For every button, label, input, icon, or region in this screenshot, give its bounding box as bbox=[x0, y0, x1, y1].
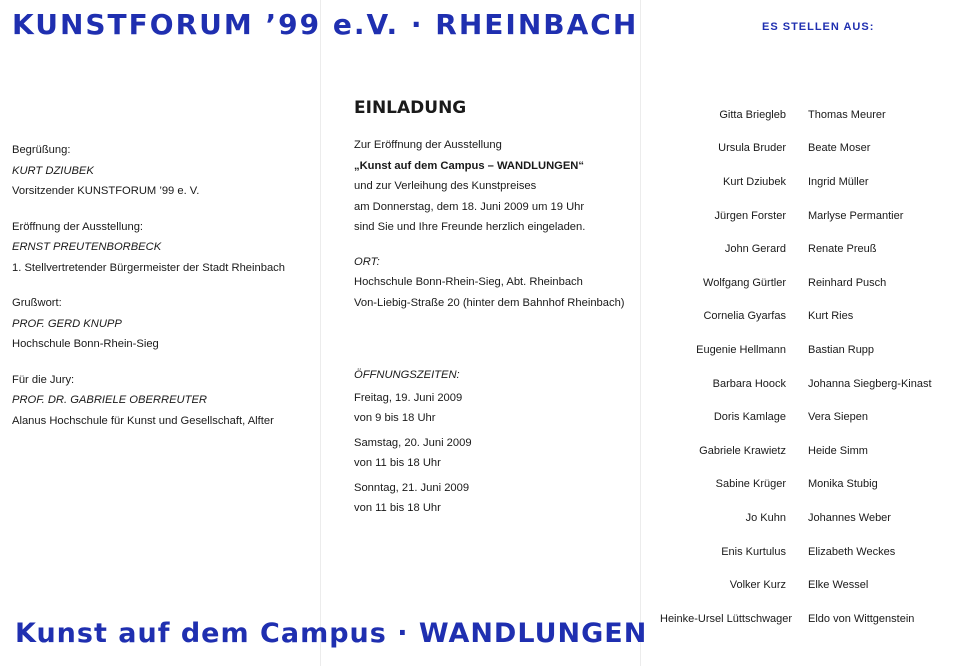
opening-day-time: von 11 bis 18 Uhr bbox=[354, 502, 441, 514]
exhibitor-row bbox=[660, 266, 960, 300]
exhibitor-name: Gitta Briegleb bbox=[719, 108, 786, 121]
exhibitor-name: Kurt Dziubek bbox=[723, 175, 786, 188]
location-line: Von-Liebig-Straße 20 (hinter dem Bahnhof Rheinbach) bbox=[354, 296, 625, 309]
program-item bbox=[12, 217, 317, 279]
program-role: Hochschule Bonn-Rhein-Sieg bbox=[12, 338, 159, 350]
opening-day bbox=[354, 433, 654, 474]
program-label: Für die Jury: bbox=[12, 373, 75, 386]
exhibitor-row bbox=[660, 535, 960, 569]
exhibitor-name: Bastian Rupp bbox=[808, 343, 875, 356]
exhibitor-name: Heinke-Ursel Lüttschwager bbox=[660, 612, 793, 625]
program-speaker: ERNST PREUTENBORBECK bbox=[12, 241, 162, 253]
location-block bbox=[354, 252, 654, 314]
exhibitor-name: Reinhard Pusch bbox=[808, 276, 887, 289]
opening-day-date: Sonntag, 21. Juni 2009 bbox=[354, 481, 470, 494]
opening-hours-label: ÖFFNUNGSZEITEN: bbox=[354, 369, 460, 381]
opening-hours bbox=[354, 365, 654, 519]
program-item bbox=[12, 370, 317, 432]
exhibitor-name: Eugenie Hellmann bbox=[696, 343, 786, 356]
location-label: ORT: bbox=[354, 255, 380, 268]
program-item bbox=[12, 293, 317, 355]
exhibitor-row bbox=[660, 400, 960, 434]
exhibitor-name: Elke Wessel bbox=[808, 579, 869, 592]
program-label: Eröffnung der Ausstellung: bbox=[12, 220, 144, 233]
exhibitor-name: Ingrid Müller bbox=[808, 175, 869, 188]
program-list bbox=[12, 140, 317, 446]
exhibitor-name: Johannes Weber bbox=[808, 511, 891, 524]
program-item bbox=[12, 140, 317, 202]
exhibitor-name: Doris Kamlage bbox=[713, 411, 786, 424]
exhibitor-name: Volker Kurz bbox=[729, 579, 786, 592]
location-line: Hochschule Bonn-Rhein-Sieg, Abt. Rheinbach bbox=[354, 276, 583, 288]
exhibitor-name: Jo Kuhn bbox=[745, 511, 786, 524]
invitation-line: und zur Verleihung des Kunstpreises bbox=[354, 180, 537, 192]
exhibitor-row bbox=[660, 501, 960, 535]
exhibitor-name: Vera Siepen bbox=[808, 411, 868, 424]
program-role: Vorsitzender KUNSTFORUM ’99 e. V. bbox=[12, 185, 200, 197]
opening-day bbox=[354, 478, 654, 519]
opening-day bbox=[354, 388, 654, 429]
header-title: KUNSTFORUM ’99 e.V. · RHEINBACH bbox=[12, 8, 639, 41]
exhibitor-row bbox=[660, 468, 960, 502]
exhibitor-name: Thomas Meurer bbox=[808, 108, 886, 121]
exhibitor-name: Johanna Siegberg-Kinast bbox=[808, 377, 932, 390]
program-speaker: PROF. GERD KNUPP bbox=[12, 317, 122, 330]
exhibitor-name: Sabine Krüger bbox=[715, 478, 786, 491]
exhibitor-name: Cornelia Gyarfas bbox=[703, 310, 786, 323]
opening-day-time: von 11 bis 18 Uhr bbox=[354, 457, 441, 469]
exhibitor-row bbox=[660, 232, 960, 266]
exhibitor-row bbox=[660, 568, 960, 602]
opening-day-date: Samstag, 20. Juni 2009 bbox=[354, 436, 472, 449]
exhibitor-row bbox=[660, 165, 960, 199]
exhibitor-list bbox=[660, 98, 960, 636]
exhibitor-name: Renate Preuß bbox=[808, 243, 877, 256]
invitation-heading: EINLADUNG bbox=[354, 98, 467, 118]
opening-day-time: von 9 bis 18 Uhr bbox=[354, 412, 436, 424]
exhibitors-heading: ES STELLEN AUS: bbox=[762, 21, 875, 33]
exhibitor-row bbox=[660, 602, 960, 636]
footer-title: Kunst auf dem Campus · WANDLUNGEN bbox=[15, 618, 648, 649]
program-role: 1. Stellvertretender Bürgermeister der Stadt Rheinbach bbox=[12, 261, 285, 274]
exhibition-title: „Kunst auf dem Campus – WANDLUNGEN“ bbox=[354, 159, 584, 172]
exhibitor-name: Eldo von Wittgenstein bbox=[808, 612, 915, 625]
program-label: Begrüßung: bbox=[12, 144, 71, 156]
exhibitor-name: Enis Kurtulus bbox=[721, 545, 786, 558]
program-role: Alanus Hochschule für Kunst und Gesellschaft, Alfter bbox=[12, 414, 274, 427]
exhibitor-name: Barbara Hoock bbox=[712, 377, 786, 390]
exhibitor-name: Elizabeth Weckes bbox=[808, 545, 896, 558]
opening-day-date: Freitag, 19. Juni 2009 bbox=[354, 391, 463, 404]
exhibitor-row bbox=[660, 333, 960, 367]
exhibitor-name: John Gerard bbox=[724, 243, 786, 256]
exhibitor-name: Monika Stubig bbox=[808, 478, 878, 491]
program-speaker: KURT DZIUBEK bbox=[12, 164, 94, 177]
exhibitor-row bbox=[660, 132, 960, 166]
exhibitor-name: Gabriele Krawietz bbox=[699, 444, 786, 457]
invitation-line: am Donnerstag, dem 18. Juni 2009 um 19 Uhr bbox=[354, 200, 585, 213]
program-label: Grußwort: bbox=[12, 297, 62, 309]
exhibitor-name: Ursula Bruder bbox=[718, 142, 786, 155]
page-fold-1 bbox=[320, 0, 321, 666]
exhibitor-row bbox=[660, 367, 960, 401]
invitation bbox=[354, 98, 654, 523]
exhibitor-name: Beate Moser bbox=[808, 142, 871, 155]
exhibitor-name: Kurt Ries bbox=[808, 310, 854, 323]
program-speaker: PROF. DR. GABRIELE OBERREUTER bbox=[12, 394, 207, 406]
exhibitor-name: Marlyse Permantier bbox=[808, 209, 904, 222]
exhibitor-row bbox=[660, 300, 960, 334]
invitation-line: Zur Eröffnung der Ausstellung bbox=[354, 139, 502, 151]
exhibitor-row bbox=[660, 434, 960, 468]
exhibitor-row bbox=[660, 98, 960, 132]
exhibitor-name: Wolfgang Gürtler bbox=[703, 276, 786, 289]
exhibitor-name: Jürgen Forster bbox=[714, 209, 786, 222]
invitation-line: sind Sie und Ihre Freunde herzlich eingeladen. bbox=[354, 221, 586, 233]
exhibitor-row bbox=[660, 199, 960, 233]
exhibitor-name: Heide Simm bbox=[808, 444, 868, 457]
